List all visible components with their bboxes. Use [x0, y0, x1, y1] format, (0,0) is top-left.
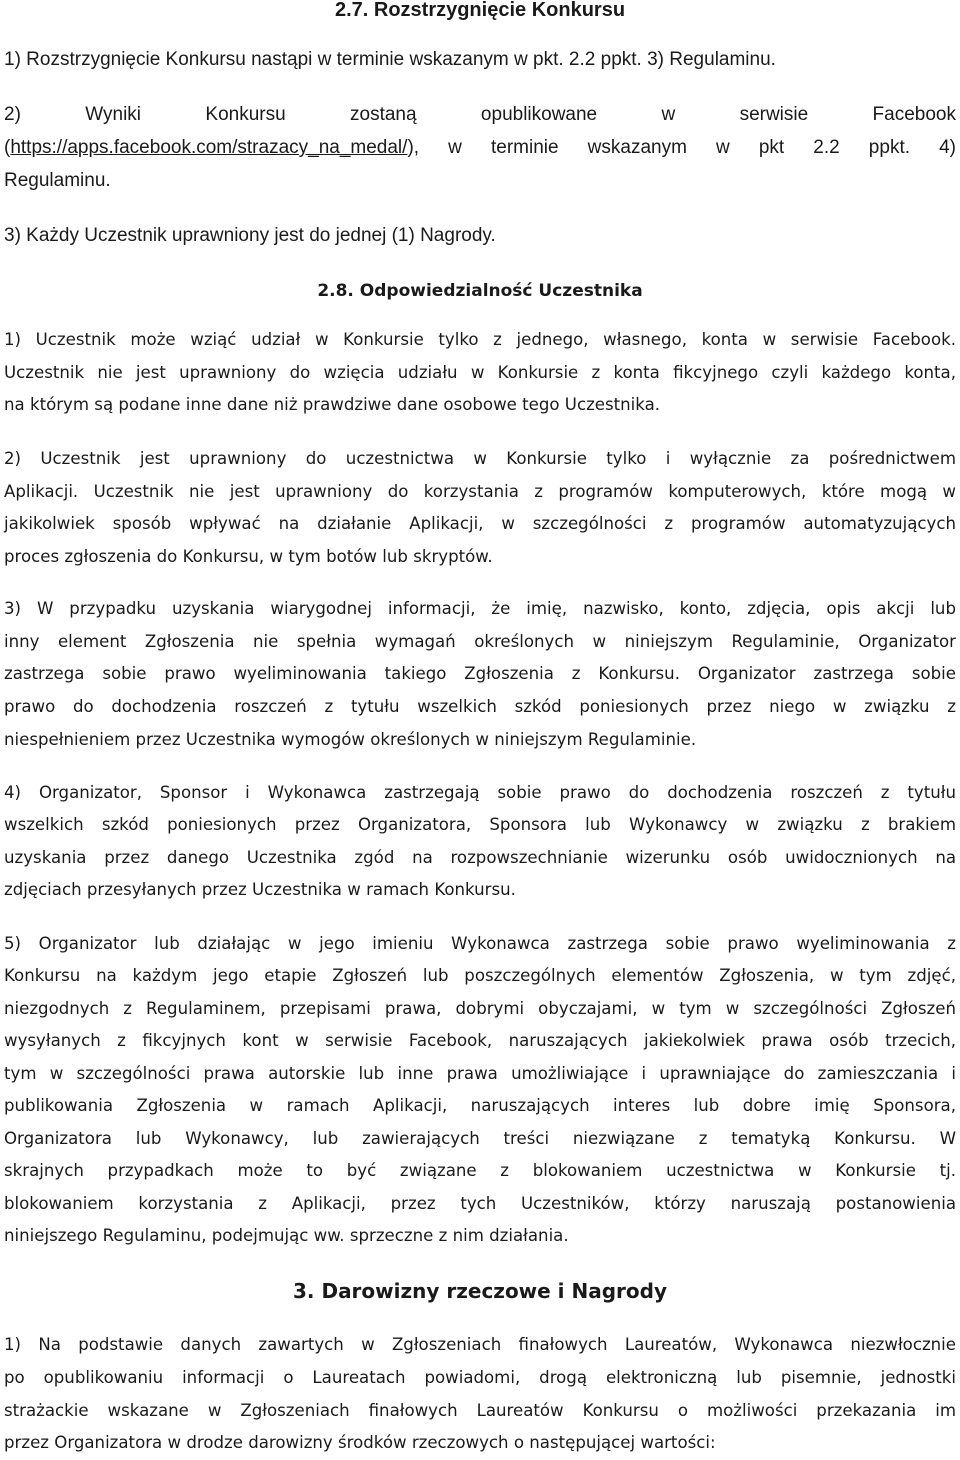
text-line: inny element Zgłoszenia nie spełnia wymagań określonych w niniejszym Regulaminie, Organizator: [4, 632, 956, 651]
text-line: jakikolwiek sposób wpływać na działanie Aplikacji, w szczególności z programów automatyzujących: [4, 514, 956, 533]
text-line: 2) Uczestnik jest uprawniony do uczestnictwa w Konkursie tylko i wyłącznie za pośrednictwem: [4, 449, 956, 468]
text-line: zdjęciach przesyłanych przez Uczestnika w ramach Konkursu.: [4, 880, 516, 899]
text-line: uzyskania przez danego Uczestnika zgód na rozpowszechnianie wizerunku osób uwidocznionych na: [4, 848, 956, 867]
text-line: strażackie wskazane w Zgłoszeniach finałowych Laureatów Konkursu o możliwości przekazania im: [4, 1401, 956, 1420]
text-line: zastrzega sobie prawo wyeliminowania takiego Zgłoszenia z Konkursu. Organizator zastrzega sobie: [4, 664, 956, 683]
text-after-link: ), w terminie wskazanym w pkt 2.2 ppkt. 4): [407, 137, 956, 158]
paragraph-2-7-3: 3) Każdy Uczestnik uprawniony jest do jednej (1) Nagrody.: [4, 225, 496, 246]
paragraph-2-7-2-line-1: 2) Wyniki Konkursu zostaną opublikowane w serwisie Facebook: [4, 104, 956, 125]
section-heading-2-7: 2.7. Rozstrzygnięcie Konkursu: [334, 0, 626, 21]
text-line: 5) Organizator lub działając w jego imieniu Wykonawca zastrzega sobie prawo wyeliminowania z: [4, 934, 956, 953]
text-line: blokowaniem korzystania z Aplikacji, przez tych Uczestników, którzy naruszają postanowienia: [4, 1194, 956, 1213]
text-line: proces zgłoszenia do Konkursu, w tym botów lub skryptów.: [4, 547, 493, 566]
text-line: tym w szczególności prawa autorskie lub inne prawa umożliwiające i uprawniające do zamieszczania i: [4, 1064, 956, 1083]
paragraph-2-7-2-line-3: Regulaminu.: [4, 170, 111, 191]
text-line: 4) Organizator, Sponsor i Wykonawca zastrzegają sobie prawo do dochodzenia roszczeń z tytułu: [4, 783, 956, 802]
text-line: Organizatora lub Wykonawcy, lub zawierających treści niezwiązane z tematyką Konkursu. W: [4, 1129, 956, 1148]
text-line: 1) Uczestnik może wziąć udział w Konkursie tylko z jednego, własnego, konta w serwisie Facebook.: [4, 330, 956, 349]
text-line: wysyłanych z fikcyjnych kont w serwisie Facebook, naruszających jakiekolwiek prawa osób trzecich,: [4, 1031, 956, 1050]
text-line: skrajnych przypadkach może to być związane z blokowaniem uczestnictwa w Konkursie tj.: [4, 1161, 956, 1180]
text-line: niniejszego Regulaminu, podejmując ww. sprzeczne z nim działania.: [4, 1226, 569, 1245]
text-open-paren: (: [4, 137, 11, 158]
section-heading-2-8: 2.8. Odpowiedzialność Uczestnika: [317, 281, 643, 301]
paragraph-2-7-2-line-2: [4, 137, 956, 159]
text-line: publikowania Zgłoszenia w ramach Aplikacji, naruszających interes lub dobre imię Sponsora,: [4, 1096, 956, 1115]
facebook-app-link[interactable]: https://apps.facebook.com/strazacy_na_medal/: [10, 137, 408, 158]
section-heading-3: 3. Darowizny rzeczowe i Nagrody: [292, 1279, 668, 1303]
text-line: prawo do dochodzenia roszczeń z tytułu wszelkich szkód poniesionych przez niego w związku z: [4, 697, 956, 716]
text-line: na którym są podane inne dane niż prawdziwe dane osobowe tego Uczestnika.: [4, 395, 661, 414]
text-line: Uczestnik nie jest uprawniony do wzięcia udziału w Konkursie z konta fikcyjnego czyli każdego konta,: [4, 363, 956, 382]
text-line: wszelkich szkód poniesionych przez Organizatora, Sponsora lub Wykonawcy w związku z brakiem: [4, 815, 956, 834]
text-line: po opublikowaniu informacji o Laureatach powiadomi, drogą elektroniczną lub pisemnie, jednostki: [4, 1368, 956, 1387]
text-line: 1) Na podstawie danych zawartych w Zgłoszeniach finałowych Laureatów, Wykonawca niezwłocznie: [4, 1335, 956, 1354]
text-line: niespełnieniem przez Uczestnika wymogów określonych w niniejszym Regulaminie.: [4, 730, 697, 749]
text-line: niezgodnych z Regulaminem, przepisami prawa, dobrymi obyczajami, w tym w szczególności Zgłoszeń: [4, 999, 956, 1018]
text-line: 3) W przypadku uzyskania wiarygodnej informacji, że imię, nazwisko, konto, zdjęcia, opis akcji lub: [4, 599, 956, 618]
text-line: przez Organizatora w drodze darowizny środków rzeczowych o następującej wartości:: [4, 1433, 716, 1452]
text-line: Konkursu na każdym jego etapie Zgłoszeń lub poszczególnych elementów Zgłoszenia, w tym zdjęć,: [4, 966, 956, 985]
text-line: Aplikacji. Uczestnik nie jest uprawniony do korzystania z programów komputerowych, które mogą w: [4, 482, 956, 501]
paragraph-2-7-1: 1) Rozstrzygnięcie Konkursu nastąpi w terminie wskazanym w pkt. 2.2 ppkt. 3) Regulaminu.: [4, 49, 776, 70]
